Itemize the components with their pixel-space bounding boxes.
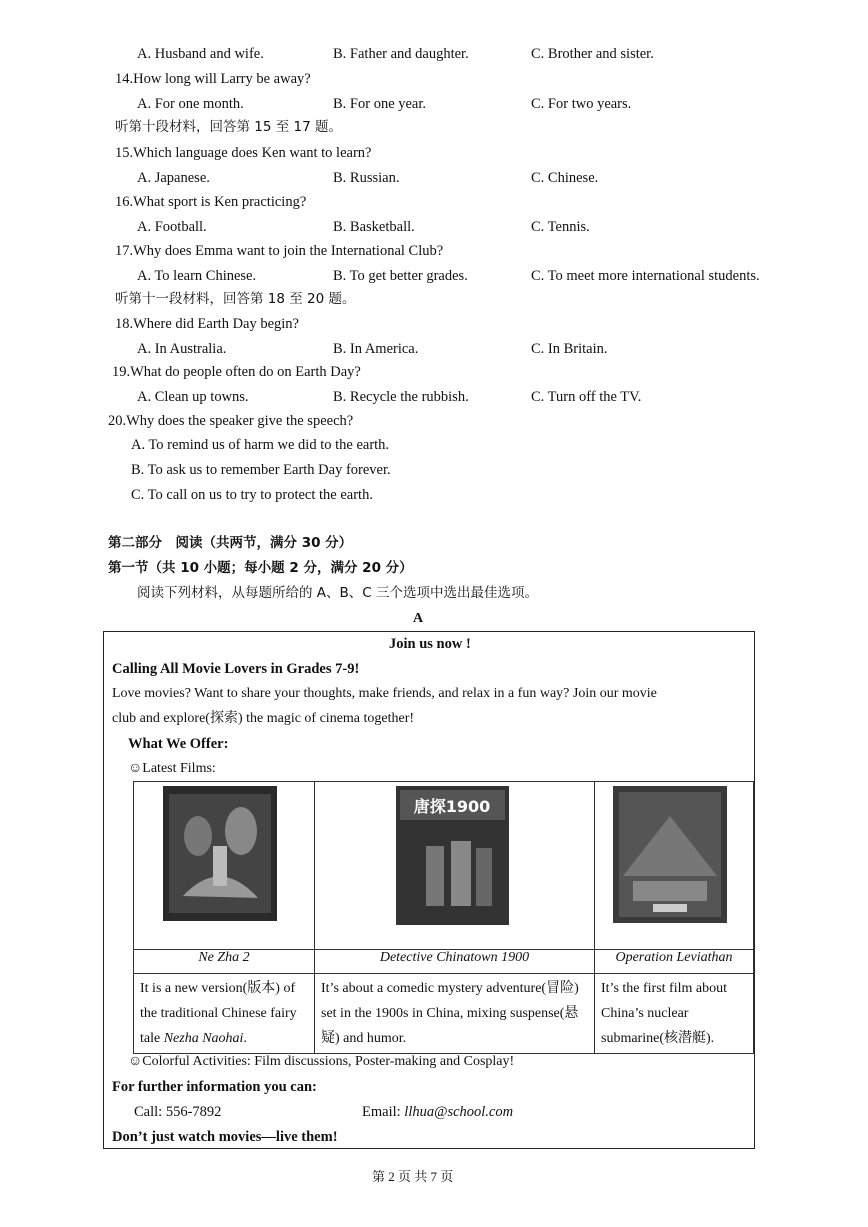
part-two-title: 第二部分 阅读（共两节，满分 30 分） bbox=[108, 535, 353, 551]
poster-title-text: 唐探1900 bbox=[413, 797, 491, 816]
q17-question: 17.Why does Emma want to join the International Club? bbox=[115, 243, 444, 259]
ad-intro-line1: Love movies? Want to share your thoughts, make friends, and relax in a fun way? Join our movie bbox=[112, 686, 657, 701]
q16-option-b: B. Basketball. bbox=[333, 219, 415, 235]
q14-question: 14.How long will Larry be away? bbox=[115, 71, 311, 87]
q17-option-b: B. To get better grades. bbox=[333, 268, 468, 284]
film-title-3: Operation Leviathan bbox=[595, 950, 754, 974]
q20-option-b: B. To ask us to remember Earth Day forever. bbox=[131, 462, 391, 478]
q14-option-c: C. For two years. bbox=[531, 96, 632, 112]
ad-heading: Join us now ! bbox=[389, 636, 471, 652]
q17-option-a: A. To learn Chinese. bbox=[137, 268, 257, 284]
q13-option-c: C. Brother and sister. bbox=[531, 46, 654, 62]
ad-calling: Calling All Movie Lovers in Grades 7-9! bbox=[112, 661, 360, 677]
ad-latest-films: ☺Latest Films: bbox=[128, 761, 216, 776]
q20-option-c: C. To call on us to try to protect the earth. bbox=[131, 487, 373, 503]
q13-option-b: B. Father and daughter. bbox=[333, 46, 469, 62]
ad-activities: ☺Colorful Activities: Film discussions, Poster-making and Cosplay! bbox=[128, 1054, 515, 1069]
films-table bbox=[133, 781, 754, 1054]
q18-option-c: C. In Britain. bbox=[531, 341, 608, 357]
detective-chinatown-poster-image bbox=[396, 786, 509, 925]
q13-option-a: A. Husband and wife. bbox=[137, 46, 264, 62]
q19-question: 19.What do people often do on Earth Day? bbox=[112, 364, 361, 380]
ad-call: Call: 556-7892 bbox=[134, 1104, 222, 1120]
q17-option-c: C. To meet more international students. bbox=[531, 268, 760, 284]
film-desc-2: It’s about a comedic mystery adventure(冒险) set in the 1900s in China, mixing suspense(悬疑) and humor. bbox=[315, 974, 595, 1054]
ad-email-address: llhua@school.com bbox=[404, 1104, 514, 1120]
q18-option-a: A. In Australia. bbox=[137, 341, 227, 357]
section-one-title: 第一节（共 10 小题；每小题 2 分，满分 20 分） bbox=[108, 560, 413, 576]
section-10-instruction: 听第十段材料，回答第 15 至 17 题。 bbox=[115, 119, 343, 135]
q15-question: 15.Which language does Ken want to learn? bbox=[115, 145, 372, 161]
q16-option-c: C. Tennis. bbox=[531, 219, 590, 235]
q18-option-b: B. In America. bbox=[333, 341, 419, 357]
operation-leviathan-poster-image bbox=[613, 786, 727, 923]
reading-instruction: 阅读下列材料，从每题所给的 A、B、C 三个选项中选出最佳选项。 bbox=[137, 585, 539, 601]
q19-option-c: C. Turn off the TV. bbox=[531, 389, 642, 405]
ad-slogan: Don’t just watch movies—live them! bbox=[112, 1129, 338, 1145]
ad-further-info: For further information you can: bbox=[112, 1079, 317, 1095]
q18-question: 18.Where did Earth Day begin? bbox=[115, 316, 299, 332]
film-title-2: Detective Chinatown 1900 bbox=[315, 950, 595, 974]
film-desc-1: It is a new version(版本) of the traditional Chinese fairy tale Nezha Naohai. bbox=[134, 974, 315, 1054]
ad-offer-heading: What We Offer: bbox=[128, 736, 229, 752]
q20-option-a: A. To remind us of harm we did to the earth. bbox=[131, 437, 390, 453]
q19-option-b: B. Recycle the rubbish. bbox=[333, 389, 469, 405]
q16-option-a: A. Football. bbox=[137, 219, 207, 235]
q16-question: 16.What sport is Ken practicing? bbox=[115, 194, 307, 210]
poster-cell-3 bbox=[595, 782, 754, 950]
ad-intro-line2: club and explore(探索) the magic of cinema together! bbox=[112, 711, 415, 726]
q14-option-a: A. For one month. bbox=[137, 96, 244, 112]
ad-email: Email: llhua@school.com bbox=[362, 1104, 514, 1120]
q15-option-c: C. Chinese. bbox=[531, 170, 599, 186]
poster-cell-1 bbox=[134, 782, 315, 950]
film-desc-3: It’s the first film about China’s nuclear submarine(核潜艇). bbox=[595, 974, 754, 1054]
q15-option-a: A. Japanese. bbox=[137, 170, 210, 186]
section-11-instruction: 听第十一段材料，回答第 18 至 20 题。 bbox=[115, 291, 356, 307]
poster-cell-2 bbox=[315, 782, 595, 950]
passage-label: A bbox=[413, 611, 424, 626]
q20-question: 20.Why does the speaker give the speech? bbox=[108, 413, 354, 429]
q19-option-a: A. Clean up towns. bbox=[137, 389, 249, 405]
q14-option-b: B. For one year. bbox=[333, 96, 427, 112]
q15-option-b: B. Russian. bbox=[333, 170, 400, 186]
page-footer: 第 2 页 共 7 页 bbox=[372, 1169, 454, 1184]
ne-zha-poster-image bbox=[163, 786, 277, 921]
film-title-1: Ne Zha 2 bbox=[134, 950, 315, 974]
